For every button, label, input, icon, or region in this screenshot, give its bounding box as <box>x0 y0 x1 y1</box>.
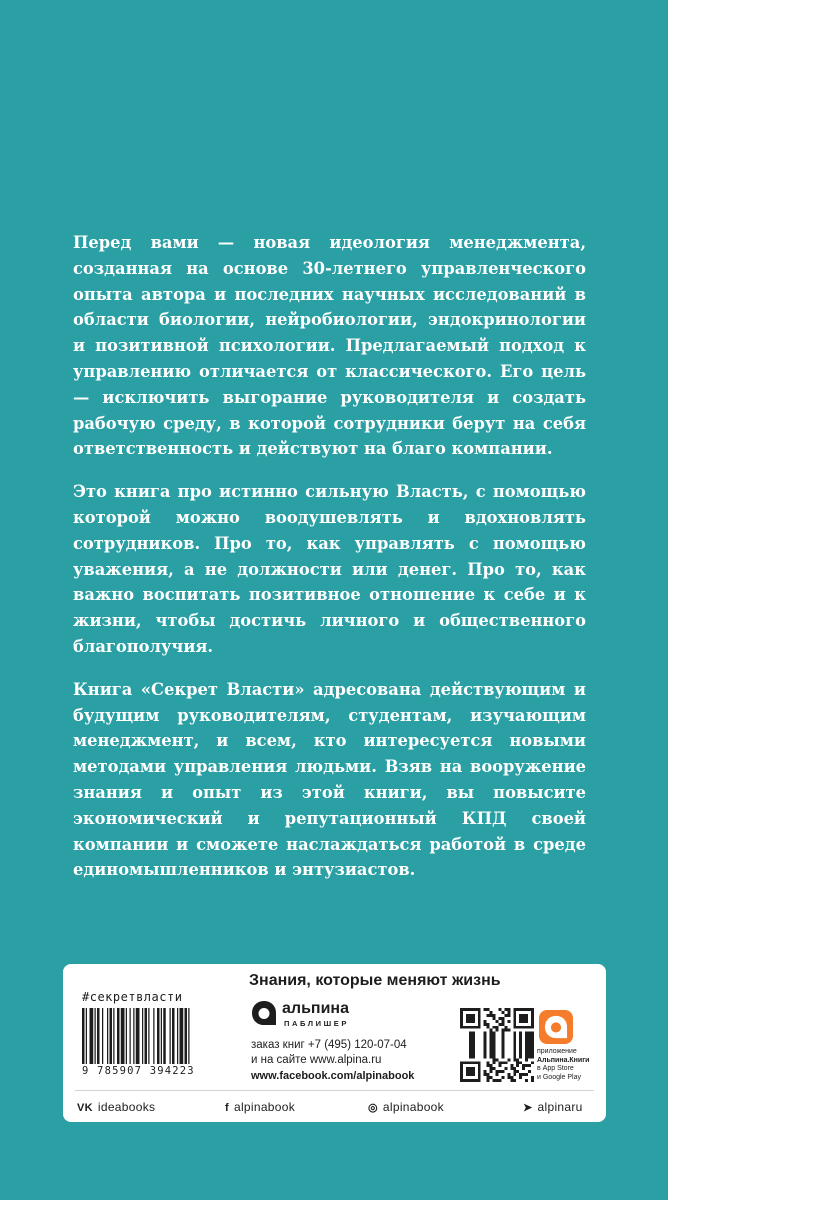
publisher-info-panel <box>63 964 606 1122</box>
app-line-4: и Google Play <box>537 1073 581 1081</box>
app-line-1: приложение <box>537 1048 577 1055</box>
social-instagram[interactable] <box>368 1100 444 1114</box>
app-logo-icon <box>544 1015 568 1039</box>
social-vk[interactable] <box>77 1100 155 1114</box>
social-label: alpinaru <box>537 1100 583 1114</box>
alpina-logo-icon <box>251 1000 277 1026</box>
alpina-app-icon[interactable] <box>539 1010 573 1044</box>
blurb-paragraph-2: Это книга про истинно сильную Власть, с помощью которой можно воодушевлять и вдохновлять сотрудников. Про то, как управлять с помощью уважения, а не должности или денег. Про то, как важно воспитать позитивное отношение к себе и к жизни, чтобы достичь личного и общественного благополучия. <box>73 482 586 656</box>
panel-divider <box>75 1090 594 1091</box>
app-line-3: в App Store <box>537 1065 574 1072</box>
facebook-icon: f <box>225 1102 229 1114</box>
publisher-name: альпина <box>282 1000 349 1017</box>
qr-code <box>460 1008 534 1082</box>
social-facebook[interactable] <box>225 1100 295 1114</box>
facebook-link[interactable]: www.facebook.com/alpinabook <box>251 1070 415 1082</box>
instagram-icon: ◎ <box>368 1102 378 1114</box>
publisher-subtitle: ПАБЛИШЕР <box>284 1019 350 1028</box>
hashtag: #секретвласти <box>82 990 183 1004</box>
social-label: ideabooks <box>97 1100 156 1114</box>
slogan: Знания, которые меняют жизнь <box>249 972 501 989</box>
blurb-paragraph-1: Перед вами — новая идеология менеджмента, созданная на основе 30-летнего управленческого опыта автора и последних научных исследований в области биологии, нейробиологии, эндокринологии и позитивной психологии. Предлагаемый подход к управлению отличается от классического. Его цель — исключить выгорание руководителя и создать рабочую среду, в которой сотрудники берут на себя ответственность и действуют на благо компании. <box>73 233 586 459</box>
order-website[interactable]: и на сайте www.alpina.ru <box>251 1054 382 1066</box>
page-background <box>668 0 837 1200</box>
vk-icon: VK <box>77 1102 93 1114</box>
social-label: alpinabook <box>233 1100 296 1114</box>
blurb-paragraph-3: Книга «Секрет Власти» адресована действующим и будущим руководителям, студентам, изучающим менеджмент, и всем, кто интересуется новыми методами управления людьми. Взяв на вооружение знания и опыт из этой книги, вы повысите экономический и репутационный КПД своей компании и сможете наслаждаться работой в среде единомышленников и энтузиастов. <box>73 679 586 880</box>
telegram-icon: ➤ <box>523 1102 533 1114</box>
blurb-text <box>73 230 586 900</box>
app-promo-text <box>537 1048 603 1082</box>
app-name: Альпина.Книги <box>537 1056 590 1064</box>
isbn-number: 9 785907 394223 <box>82 1065 195 1077</box>
social-label: alpinabook <box>382 1100 444 1114</box>
social-telegram[interactable] <box>523 1100 583 1114</box>
isbn-barcode <box>82 1008 230 1064</box>
order-phone: заказ книг +7 (495) 120-07-04 <box>251 1039 407 1051</box>
